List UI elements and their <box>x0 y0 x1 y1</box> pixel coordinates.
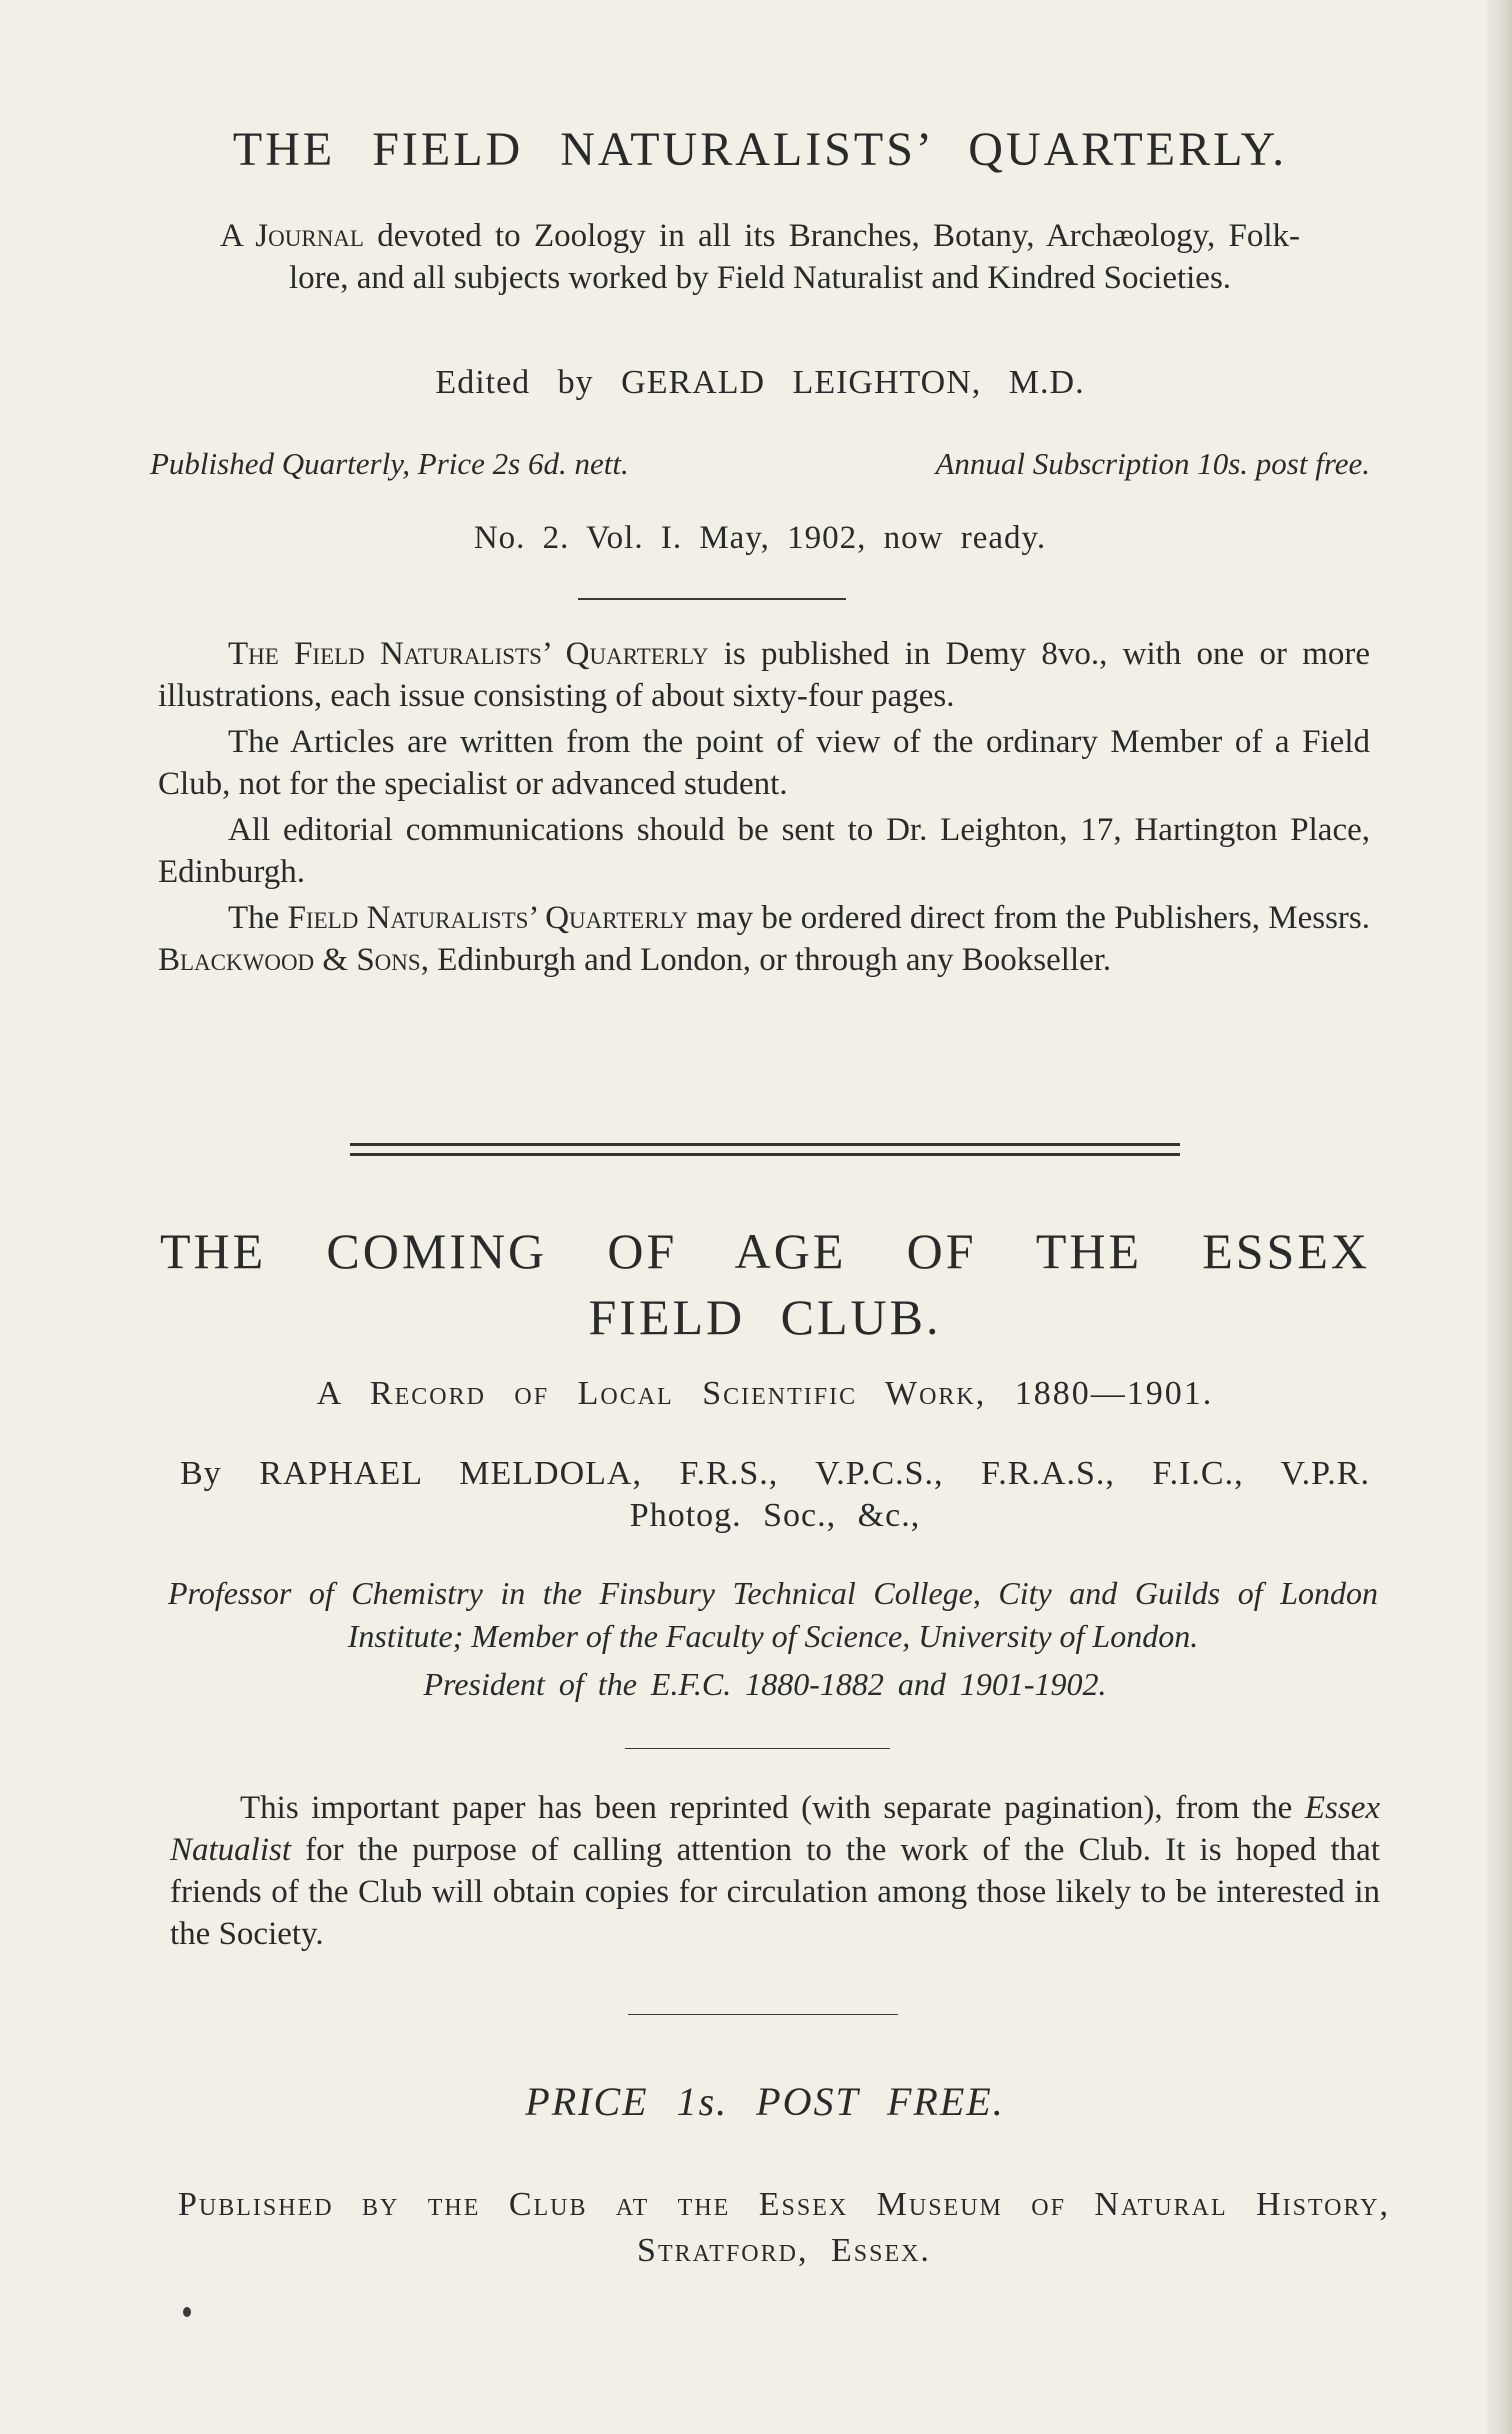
quarterly-description <box>220 215 1300 299</box>
paragraph: The Field Naturalists’ Quarterly is published in Demy 8vo., with one or more illustrations, each issue consisting of about sixty-four pages. <box>158 636 1370 714</box>
president-line: President of the E.F.C. 1880-1882 and 1901-1902. <box>423 1666 1107 1702</box>
quarterly-description-text: devoted to Zoology in all its Branches, Botany, Archæology, Folk-lore, and all subjects worked by Field Naturalist and Kindred Societies. <box>288 218 1300 296</box>
paragraph: The Articles are written from the point of view of the ordinary Member of a Field Club, not for the specialist or advanced student. <box>158 724 1370 802</box>
essex-body <box>170 1787 1380 1955</box>
price-line: PRICE 1s. POST FREE. <box>525 2079 1005 2124</box>
editor-line: Edited by GERALD LEIGHTON, M.D. <box>435 364 1085 401</box>
essex-title: THE COMING OF AGE OF THE ESSEX FIELD CLUB. <box>160 1223 1370 1345</box>
short-divider <box>578 598 846 600</box>
publication-line <box>150 446 1370 482</box>
short-divider <box>628 2014 898 2015</box>
ink-spot <box>183 2307 191 2317</box>
short-divider <box>625 1748 890 1749</box>
annual-subscription: Annual Subscription 10s. post free. <box>935 446 1370 481</box>
published-quarterly-price: Published Quarterly, Price 2s 6d. nett. <box>150 446 629 481</box>
quarterly-body <box>158 633 1370 985</box>
paragraph: All editorial communications should be sent to Dr. Leighton, 17, Hartington Place, Edinburgh. <box>158 812 1370 890</box>
essex-subtitle: A Record of Local Scientific Work, 1880—1901. <box>316 1375 1214 1412</box>
author-line: By RAPHAEL MELDOLA, F.R.S., V.P.C.S., F.R.A.S., F.I.C., V.P.R. Photog. Soc., &c., <box>180 1455 1370 1534</box>
journal-word: A Journal <box>220 218 364 254</box>
publisher-line: Published by the Club at the Essex Museum of Natural History, Stratford, Essex. <box>178 2186 1390 2269</box>
issue-line: No. 2. Vol. I. May, 1902, now ready. <box>473 520 1047 556</box>
paragraph: This important paper has been reprinted (with separate pagination), from the Essex Natualist for the purpose of calling attention to the work of the Club. It is hoped that friends of the Club will obtain copies for circulation among those likely to be interested in the Society. <box>170 1790 1380 1952</box>
quarterly-title: THE FIELD NATURALISTS’ QUARTERLY. <box>232 123 1288 176</box>
author-affiliation: Professor of Chemistry in the Finsbury Technical College, City and Guilds of London Institute; Member of the Faculty of Science, University of London. <box>168 1575 1378 1654</box>
paragraph: The Field Naturalists’ Quarterly may be ordered direct from the Publishers, Messrs. Blackwood & Sons, Edinburgh and London, or through any Bookseller. <box>158 900 1370 978</box>
double-rule-divider <box>350 1143 1180 1163</box>
